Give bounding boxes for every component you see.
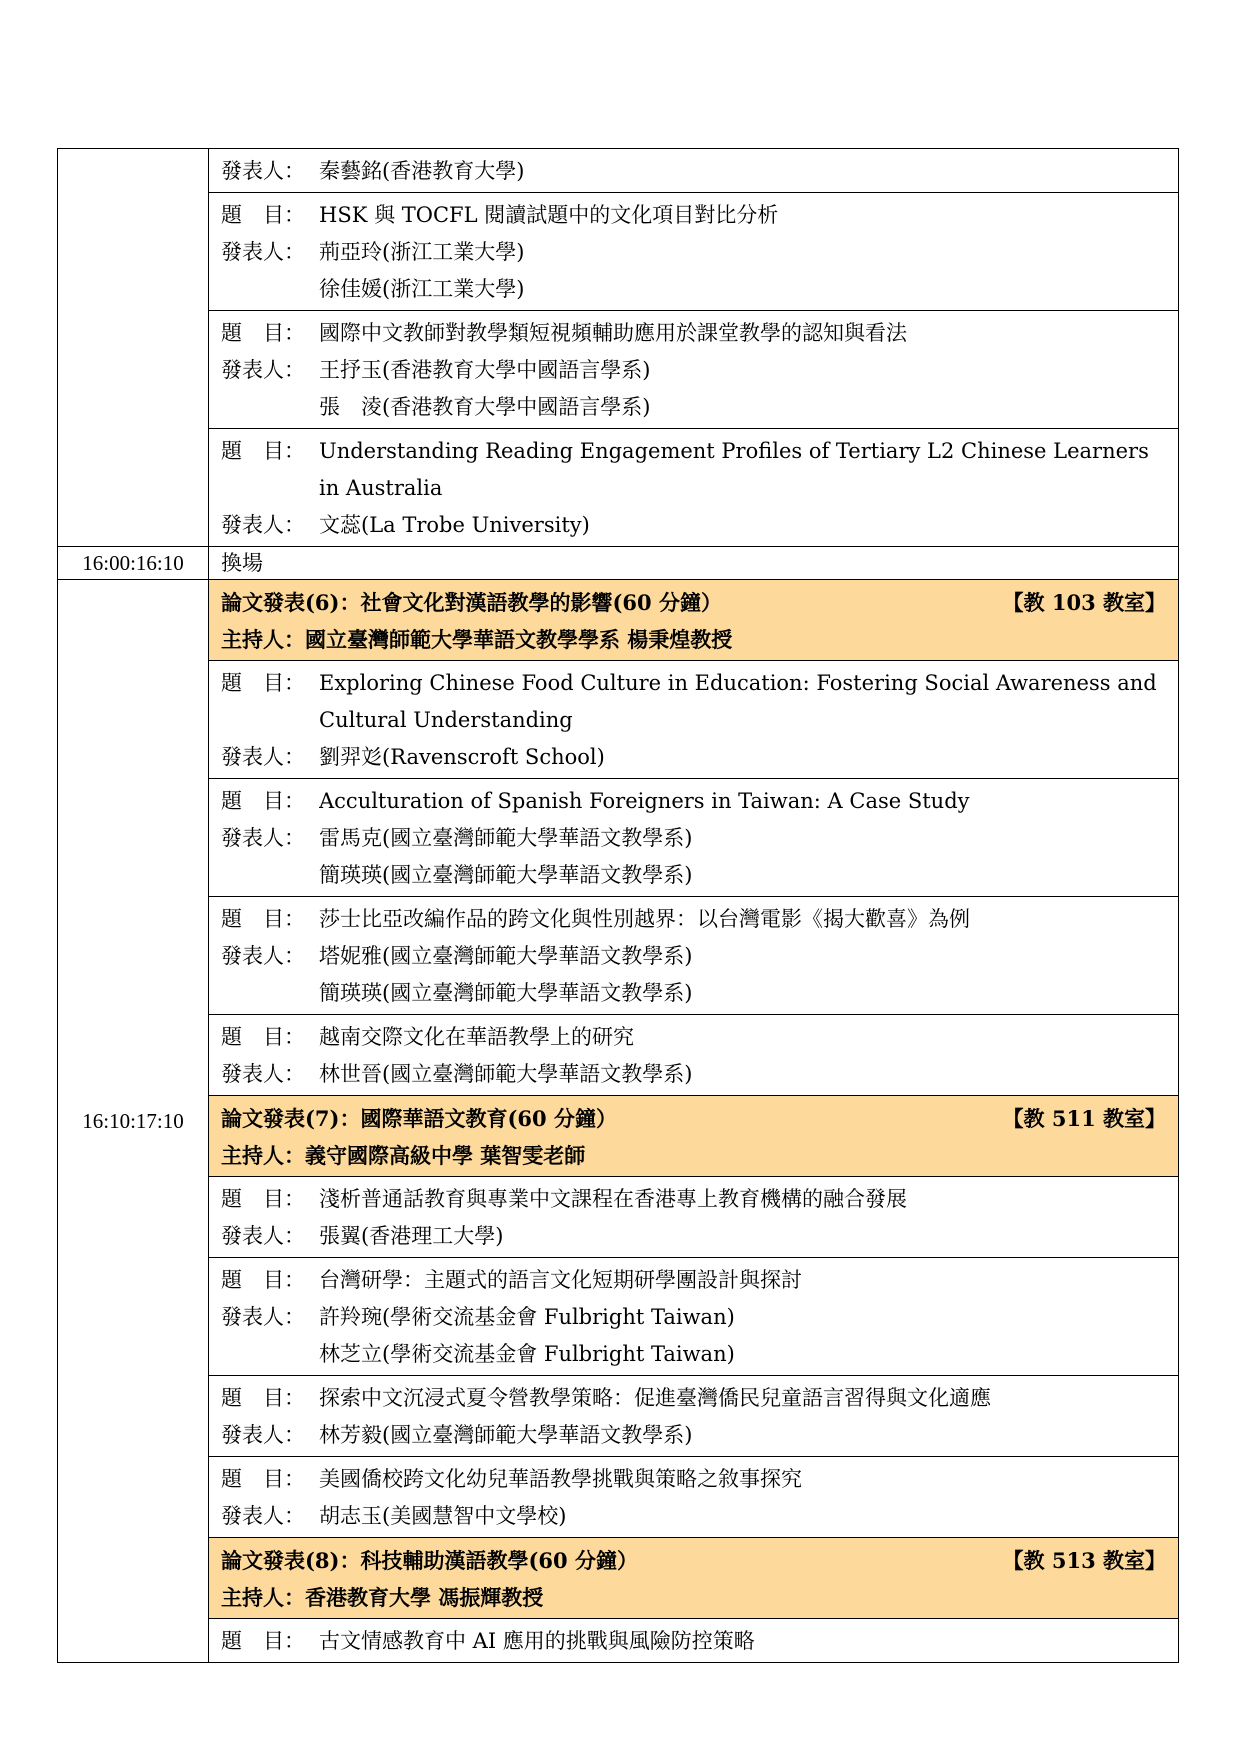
- presenter-name: 簡瑛瑛(國立臺灣師範大學華語文教學系): [319, 863, 693, 887]
- presenter-line: [221, 389, 1166, 426]
- presenter-line: [221, 975, 1166, 1012]
- presenter-line: [221, 1299, 1166, 1336]
- paper-title-line: [221, 1623, 1166, 1660]
- session-title-line: [221, 584, 1166, 621]
- presenter-name: 胡志玉(美國慧智中文學校): [319, 1504, 567, 1528]
- paper-cell: [209, 149, 1179, 193]
- paper-title-line: [221, 783, 1166, 820]
- paper-cell: [209, 1015, 1179, 1096]
- title-label: 題 目：: [221, 203, 305, 227]
- presenter-name: 荊亞玲(浙江工業大學): [319, 240, 525, 264]
- presenter-name: 張 淩(香港教育大學中國語言學系): [319, 395, 651, 419]
- title-label: 題 目：: [221, 671, 305, 695]
- session-title: 論文發表(8)：科技輔助漢語教學(60 分鐘）: [221, 1548, 638, 1573]
- presenter-line: [221, 857, 1166, 894]
- table-row: [58, 897, 1179, 1015]
- presenter-label: 發表人：: [221, 159, 305, 183]
- paper-title: 國際中文教師對教學類短視頻輔助應用於課堂教學的認知與看法: [319, 321, 907, 345]
- presenter-indent: [221, 975, 319, 1012]
- paper-title-line: [221, 1262, 1166, 1299]
- presenter-name: 王抒玉(香港教育大學中國語言學系): [319, 358, 651, 382]
- presenter-line: [221, 938, 1166, 975]
- presenter-indent: [221, 1336, 319, 1373]
- table-row: [58, 1457, 1179, 1538]
- presenter-name: 劉羿彣(Ravenscroft School): [319, 745, 605, 769]
- table-row: [58, 1177, 1179, 1258]
- session-header: [209, 1538, 1179, 1619]
- paper-title-line: [221, 1019, 1166, 1056]
- session-title-line: [221, 1542, 1166, 1579]
- session-host: 主持人：香港教育大學 馮振輝教授: [221, 1585, 544, 1610]
- presenter-name: 徐佳媛(浙江工業大學): [319, 277, 525, 301]
- session-header: [209, 580, 1179, 661]
- presenter-label: 發表人：: [221, 240, 305, 264]
- paper-cell: [209, 661, 1179, 779]
- paper-title-line: [221, 433, 1166, 507]
- paper-title: 探索中文沉浸式夏令營教學策略：促進臺灣僑民兒童語言習得與文化適應: [319, 1386, 991, 1410]
- table-row: [58, 429, 1179, 547]
- paper-cell: [209, 311, 1179, 429]
- table-row: [58, 1096, 1179, 1177]
- paper-title-line: [221, 1461, 1166, 1498]
- presenter-indent: [221, 857, 319, 894]
- presenter-name: 秦藝銘(香港教育大學): [319, 159, 525, 183]
- paper-title: HSK 與 TOCFL 閱讀試題中的文化項目對比分析: [319, 203, 779, 227]
- paper-cell: [209, 1177, 1179, 1258]
- table-row: [58, 1376, 1179, 1457]
- session-title: 論文發表(6)：社會文化對漢語教學的影響(60 分鐘）: [221, 590, 722, 615]
- break-cell: [209, 547, 1179, 580]
- title-label: 題 目：: [221, 1467, 305, 1491]
- presenter-indent: [221, 389, 319, 426]
- presenter-line: [221, 271, 1166, 308]
- title-label: 題 目：: [221, 907, 305, 931]
- paper-title-line: [221, 315, 1166, 352]
- presenter-line: [221, 1498, 1166, 1535]
- title-label: 題 目：: [221, 321, 305, 345]
- presenter-line: [221, 739, 1166, 776]
- paper-cell: [209, 897, 1179, 1015]
- paper-title: 越南交際文化在華語教學上的研究: [319, 1025, 634, 1049]
- presenter-line: [221, 1218, 1166, 1255]
- presenter-name: 林世晉(國立臺灣師範大學華語文教學系): [319, 1062, 693, 1086]
- presenter-name: 許羚琬(學術交流基金會 Fulbright Taiwan): [319, 1305, 735, 1329]
- paper-title: 台灣研學：主題式的語言文化短期研學團設計與探討: [319, 1268, 802, 1292]
- table-row: [58, 580, 1179, 661]
- paper-title-line: [221, 665, 1166, 739]
- session-room: 【教 511 教室】: [1002, 1106, 1166, 1131]
- presenter-line: [221, 153, 1166, 190]
- presenter-name: 林芝立(學術交流基金會 Fulbright Taiwan): [319, 1342, 735, 1366]
- presenter-label: 發表人：: [221, 358, 305, 382]
- session-host-line: [221, 621, 1166, 658]
- table-row: [58, 193, 1179, 311]
- table-row: [58, 661, 1179, 779]
- paper-cell: [209, 1457, 1179, 1538]
- presenter-label: 發表人：: [221, 944, 305, 968]
- paper-cell: [209, 1619, 1179, 1663]
- break-line: [221, 548, 1166, 578]
- table-row: [58, 149, 1179, 193]
- session-host-line: [221, 1137, 1166, 1174]
- presenter-indent: [221, 271, 319, 308]
- paper-cell: [209, 429, 1179, 547]
- presenter-name: 簡瑛瑛(國立臺灣師範大學華語文教學系): [319, 981, 693, 1005]
- time-cell: 16:00:16:10: [58, 547, 209, 580]
- presenter-label: 發表人：: [221, 1062, 305, 1086]
- table-row: [58, 1015, 1179, 1096]
- time-cell: [58, 149, 209, 547]
- paper-cell: [209, 193, 1179, 311]
- schedule-table: [57, 148, 1179, 1663]
- title-label: 題 目：: [221, 439, 305, 463]
- presenter-label: 發表人：: [221, 826, 305, 850]
- paper-title-line: [221, 1181, 1166, 1218]
- presenter-line: [221, 1417, 1166, 1454]
- presenter-name: 塔妮雅(國立臺灣師範大學華語文教學系): [319, 944, 693, 968]
- session-title: 論文發表(7)：國際華語文教育(60 分鐘）: [221, 1106, 617, 1131]
- session-header: [209, 1096, 1179, 1177]
- paper-title: 古文情感教育中 AI 應用的挑戰與風險防控策略: [319, 1629, 755, 1653]
- paper-title: Acculturation of Spanish Foreigners in Taiwan: A Case Study: [319, 789, 970, 813]
- presenter-label: 發表人：: [221, 1504, 305, 1528]
- presenter-label: 發表人：: [221, 513, 305, 537]
- presenter-label: 發表人：: [221, 1224, 305, 1248]
- title-label: 題 目：: [221, 1025, 305, 1049]
- paper-title-line: [221, 901, 1166, 938]
- session-host: 主持人：國立臺灣師範大學華語文教學學系 楊秉煌教授: [221, 627, 733, 652]
- table-row: [58, 311, 1179, 429]
- paper-cell: [209, 779, 1179, 897]
- break-row: [58, 547, 1179, 580]
- presenter-line: [221, 1056, 1166, 1093]
- presenter-line: [221, 1336, 1166, 1373]
- presenter-name: 雷馬克(國立臺灣師範大學華語文教學系): [319, 826, 693, 850]
- session-room: 【教 103 教室】: [1002, 590, 1166, 615]
- table-row: [58, 1538, 1179, 1619]
- paper-title: Exploring Chinese Food Culture in Education: Fostering Social Awareness and Cultural Understanding: [319, 671, 1157, 732]
- title-label: 題 目：: [221, 1629, 305, 1653]
- paper-title-line: [221, 1380, 1166, 1417]
- presenter-line: [221, 820, 1166, 857]
- session-room: 【教 513 教室】: [1002, 1548, 1166, 1573]
- paper-title: Understanding Reading Engagement Profiles of Tertiary L2 Chinese Learners in Australia: [319, 439, 1149, 500]
- session-host-line: [221, 1579, 1166, 1616]
- time-cell: 16:10:17:10: [58, 580, 209, 1663]
- paper-title-line: [221, 197, 1166, 234]
- table-row: [58, 779, 1179, 897]
- session-title-line: [221, 1100, 1166, 1137]
- paper-cell: [209, 1258, 1179, 1376]
- presenter-name: 林芳毅(國立臺灣師範大學華語文教學系): [319, 1423, 693, 1447]
- presenter-label: 發表人：: [221, 1305, 305, 1329]
- presenter-name: 張翼(香港理工大學): [319, 1224, 504, 1248]
- title-label: 題 目：: [221, 1386, 305, 1410]
- presenter-label: 發表人：: [221, 1423, 305, 1447]
- presenter-line: [221, 507, 1166, 544]
- presenter-name: 文蕊(La Trobe University): [319, 513, 590, 537]
- table-row: [58, 1619, 1179, 1663]
- paper-title: 淺析普通話教育與專業中文課程在香港專上教育機構的融合發展: [319, 1187, 907, 1211]
- title-label: 題 目：: [221, 1187, 305, 1211]
- paper-title: 美國僑校跨文化幼兒華語教學挑戰與策略之敘事探究: [319, 1467, 802, 1491]
- presenter-line: [221, 352, 1166, 389]
- presenter-line: [221, 234, 1166, 271]
- paper-cell: [209, 1376, 1179, 1457]
- session-host: 主持人：義守國際高級中學 葉智雯老師: [221, 1143, 586, 1168]
- title-label: 題 目：: [221, 1268, 305, 1292]
- presenter-label: 發表人：: [221, 745, 305, 769]
- paper-title: 莎士比亞改編作品的跨文化與性別越界：以台灣電影《揭大歡喜》為例: [319, 907, 970, 931]
- title-label: 題 目：: [221, 789, 305, 813]
- break-label: 換場: [221, 551, 263, 575]
- table-row: [58, 1258, 1179, 1376]
